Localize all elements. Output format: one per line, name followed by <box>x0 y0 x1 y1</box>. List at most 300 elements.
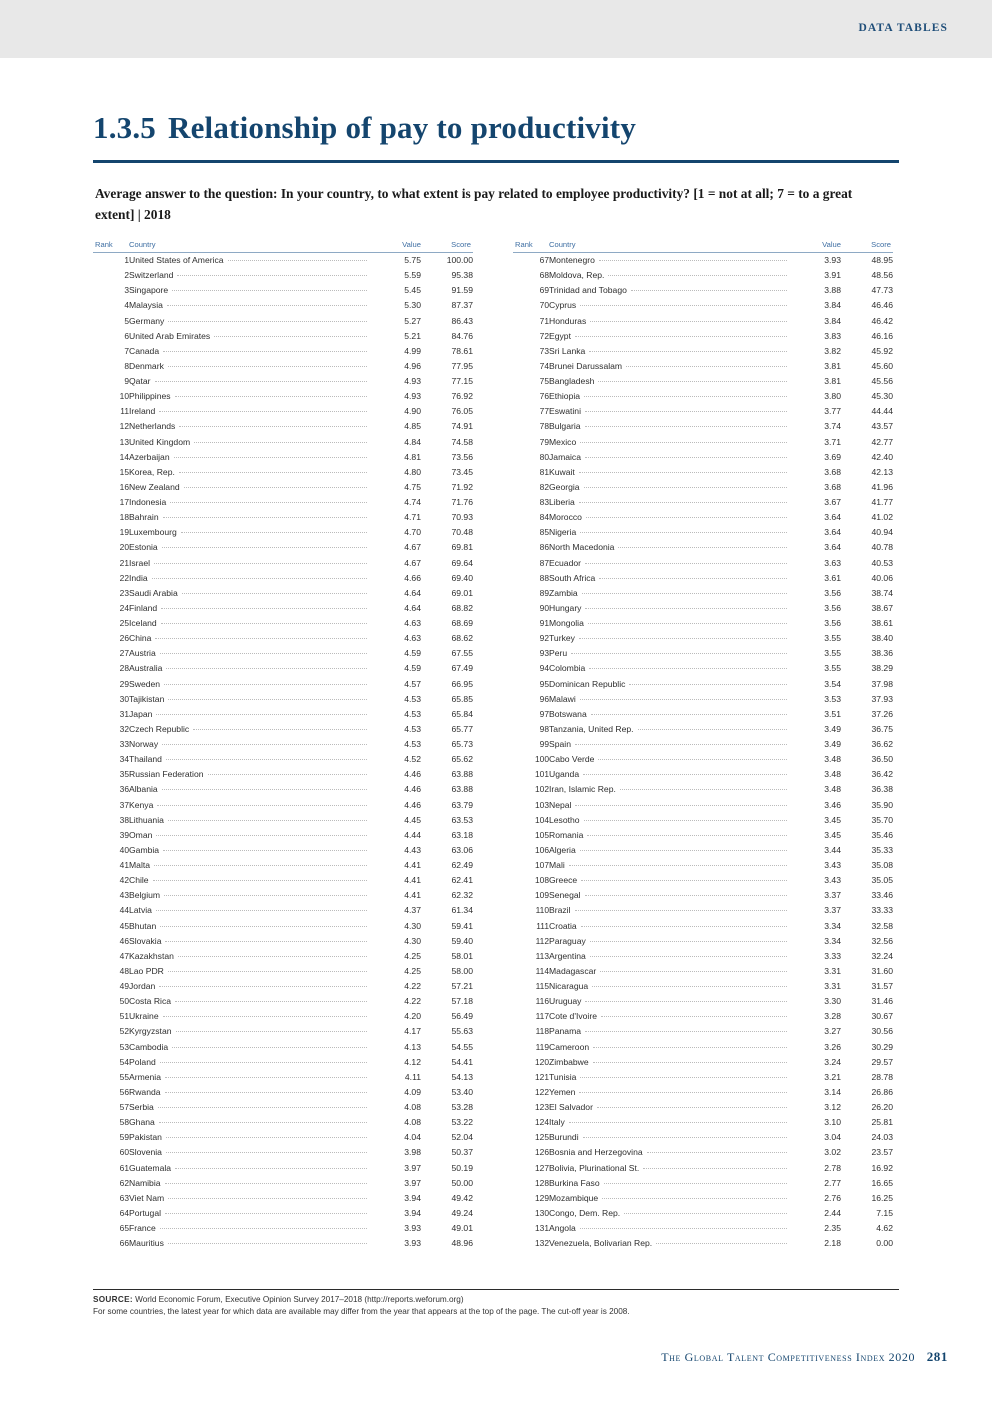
cell-score: 38.36 <box>871 648 893 659</box>
cell-score: 71.92 <box>451 481 473 492</box>
cell-score: 46.16 <box>871 330 893 341</box>
dot-leader <box>154 563 367 564</box>
cell-score: 35.70 <box>871 814 893 825</box>
table-row <box>93 253 473 269</box>
cell-rank: 20 <box>119 542 129 553</box>
country-name: Saudi Arabia <box>129 586 180 601</box>
country-name: Greece <box>549 873 579 888</box>
cell-country <box>129 1055 369 1070</box>
dot-leader <box>571 653 787 654</box>
country-name: Portugal <box>129 1206 163 1221</box>
cell-value: 3.97 <box>404 1177 421 1188</box>
country-name: United Arab Emirates <box>129 329 212 344</box>
cell-score: 54.55 <box>451 1041 473 1052</box>
dot-leader <box>618 547 787 548</box>
cell-rank: 43 <box>119 890 129 901</box>
country-name: Germany <box>129 314 166 329</box>
cell-value: 3.45 <box>824 814 841 825</box>
cell-score: 35.33 <box>871 844 893 855</box>
cell-value: 4.25 <box>404 950 421 961</box>
dot-leader <box>208 774 367 775</box>
country-name: Slovakia <box>129 934 163 949</box>
dot-leader <box>177 275 367 276</box>
table-row <box>513 298 893 313</box>
dot-leader <box>168 366 367 367</box>
cell-rank: 6 <box>124 330 129 341</box>
cell-score: 36.62 <box>871 739 893 749</box>
cell-score: 65.84 <box>451 708 473 719</box>
dot-leader <box>583 1137 787 1138</box>
cell-score: 62.32 <box>451 890 473 901</box>
cell-rank: 69 <box>539 285 549 296</box>
cell-score: 23.57 <box>871 1147 893 1158</box>
cell-country <box>129 798 369 813</box>
country-name: Namibia <box>129 1176 163 1191</box>
cell-score: 28.78 <box>871 1071 893 1082</box>
table-row <box>513 782 893 797</box>
col-header-country: Country <box>129 240 369 253</box>
table-row <box>513 1236 893 1251</box>
cell-score: 32.58 <box>871 920 893 931</box>
cell-country <box>549 843 789 858</box>
cell-rank: 19 <box>119 527 129 538</box>
cell-value: 3.63 <box>824 557 841 568</box>
table-row <box>93 949 473 964</box>
cell-rank: 89 <box>539 587 549 598</box>
cell-country <box>129 495 369 510</box>
country-name: Cameroon <box>549 1040 591 1055</box>
cell-score: 25.81 <box>871 1117 893 1128</box>
cell-score: 44.44 <box>871 406 893 417</box>
cell-country <box>549 359 789 374</box>
dot-leader <box>159 411 367 412</box>
cell-rank: 12 <box>119 421 129 432</box>
cell-score: 91.59 <box>451 285 473 296</box>
cell-rank: 73 <box>539 345 549 356</box>
table-row <box>93 858 473 873</box>
cell-score: 63.53 <box>451 814 473 825</box>
dot-leader <box>588 623 787 624</box>
cell-country <box>129 435 369 450</box>
cell-value: 4.75 <box>404 481 421 492</box>
dot-leader <box>592 986 787 987</box>
cell-value: 4.63 <box>404 633 421 644</box>
section-label: DATA TABLES <box>858 22 948 34</box>
cell-value: 3.48 <box>824 784 841 795</box>
cell-country <box>549 298 789 313</box>
table-row <box>513 752 893 767</box>
cell-value: 4.43 <box>404 844 421 855</box>
cell-country <box>129 707 369 722</box>
cell-rank: 68 <box>539 270 549 281</box>
cell-value: 4.85 <box>404 421 421 432</box>
dot-leader <box>647 1152 787 1153</box>
cell-rank: 86 <box>539 542 549 553</box>
cell-score: 31.46 <box>871 996 893 1007</box>
cell-rank: 111 <box>536 920 549 931</box>
dot-leader <box>580 699 787 700</box>
dot-leader <box>153 880 367 881</box>
cell-score: 36.50 <box>871 754 893 765</box>
country-name: Burundi <box>549 1130 581 1145</box>
dot-leader <box>214 336 367 337</box>
table-row <box>93 677 473 692</box>
country-name: Malawi <box>549 692 578 707</box>
cell-value: 3.45 <box>824 829 841 840</box>
source-label: SOURCE: <box>93 1295 133 1304</box>
cell-value: 4.64 <box>404 602 421 613</box>
cell-rank: 92 <box>539 633 549 644</box>
country-name: France <box>129 1221 158 1236</box>
table-row <box>513 1024 893 1039</box>
cell-country <box>549 480 789 495</box>
country-name: Bahrain <box>129 510 161 525</box>
title-rule <box>93 160 899 163</box>
cell-score: 63.18 <box>451 829 473 840</box>
cell-rank: 2 <box>124 270 129 281</box>
country-name: Bolivia, Plurinational St. <box>549 1161 641 1176</box>
cell-country <box>549 1176 789 1191</box>
cell-value: 3.97 <box>404 1162 421 1173</box>
cell-rank: 1 <box>124 255 129 265</box>
table-row <box>93 873 473 888</box>
cell-value: 4.84 <box>404 436 421 447</box>
country-name: Uganda <box>549 767 581 782</box>
cell-country <box>129 646 369 661</box>
country-name: Paraguay <box>549 934 588 949</box>
cell-rank: 65 <box>119 1223 129 1233</box>
dot-leader <box>179 426 367 427</box>
table-row <box>93 601 473 616</box>
cell-country <box>129 722 369 737</box>
cell-rank: 33 <box>119 739 129 749</box>
dot-leader <box>163 517 367 518</box>
cell-score: 38.29 <box>871 663 893 674</box>
cell-value: 4.53 <box>404 693 421 704</box>
country-name: Cabo Verde <box>549 752 596 767</box>
cell-score: 95.38 <box>451 270 473 281</box>
cell-value: 4.30 <box>404 920 421 931</box>
table-row <box>93 1070 473 1085</box>
cell-score: 38.40 <box>871 633 893 644</box>
cell-country <box>549 616 789 631</box>
cell-rank: 129 <box>535 1192 549 1203</box>
dot-leader <box>590 941 787 942</box>
country-name: Japan <box>129 707 154 722</box>
country-name: Brunei Darussalam <box>549 359 624 374</box>
cell-score: 77.95 <box>451 360 473 371</box>
cell-score: 30.29 <box>871 1041 893 1052</box>
dot-leader <box>575 910 788 911</box>
table-row <box>513 586 893 601</box>
source-text: World Economic Forum, Executive Opinion Survey 2017–2018 (http://reports.weforum.org) <box>135 1295 464 1304</box>
cell-rank: 93 <box>539 648 549 659</box>
table-row <box>513 510 893 525</box>
dot-leader <box>585 1001 787 1002</box>
country-name: Madagascar <box>549 964 598 979</box>
dot-leader <box>590 956 787 957</box>
cell-country <box>129 1009 369 1024</box>
cell-country <box>549 1055 789 1070</box>
dot-leader <box>172 1047 367 1048</box>
cell-country <box>549 949 789 964</box>
table-row <box>93 586 473 601</box>
cell-score: 42.40 <box>871 451 893 462</box>
cell-value: 4.74 <box>404 497 421 507</box>
dot-leader <box>656 1243 787 1244</box>
cell-value: 3.12 <box>824 1102 841 1112</box>
dot-leader <box>168 699 367 700</box>
table-row <box>93 283 473 298</box>
cell-rank: 13 <box>119 436 129 447</box>
cell-score: 74.58 <box>451 436 473 447</box>
table-row <box>93 1161 473 1176</box>
cell-country <box>129 540 369 555</box>
dot-leader <box>156 835 367 836</box>
table-row <box>93 631 473 646</box>
table-row <box>93 298 473 313</box>
cell-value: 3.71 <box>824 436 841 447</box>
dot-leader <box>580 532 787 533</box>
cell-country <box>129 344 369 359</box>
cell-country <box>129 979 369 994</box>
cell-country <box>549 495 789 510</box>
cell-value: 4.11 <box>404 1071 421 1082</box>
cell-score: 41.02 <box>871 512 893 523</box>
dot-leader <box>159 1122 367 1123</box>
cell-value: 4.22 <box>404 981 421 991</box>
dot-leader <box>168 1243 367 1244</box>
table-row <box>93 1100 473 1115</box>
cell-score: 38.74 <box>871 587 893 598</box>
cell-value: 4.17 <box>404 1026 421 1037</box>
table-row <box>93 919 473 934</box>
table-row <box>93 510 473 525</box>
cell-value: 4.37 <box>404 905 421 916</box>
table-row <box>513 419 893 434</box>
cell-country <box>549 828 789 843</box>
country-name: Romania <box>549 828 585 843</box>
cell-country <box>129 1115 369 1130</box>
country-name: Panama <box>549 1024 583 1039</box>
dot-leader <box>228 260 367 261</box>
table-row <box>93 1024 473 1039</box>
cell-score: 36.38 <box>871 784 893 795</box>
cell-score: 33.46 <box>871 890 893 901</box>
table-row <box>513 722 893 737</box>
dot-leader <box>580 305 787 306</box>
country-name: Malta <box>129 858 152 873</box>
cell-country <box>129 1221 369 1236</box>
cell-country <box>549 419 789 434</box>
dot-leader <box>581 880 787 881</box>
country-name: Georgia <box>549 480 582 495</box>
cell-rank: 119 <box>535 1041 549 1052</box>
cell-rank: 67 <box>539 255 549 265</box>
table-row <box>93 389 473 404</box>
cell-country <box>549 888 789 903</box>
cell-rank: 90 <box>539 602 549 613</box>
cell-value: 4.80 <box>404 466 421 477</box>
country-name: Ghana <box>129 1115 157 1130</box>
cell-score: 33.33 <box>871 905 893 916</box>
cell-rank: 31 <box>119 708 129 719</box>
cell-score: 63.06 <box>451 844 473 855</box>
cell-rank: 54 <box>119 1056 129 1067</box>
country-name: Ethiopia <box>549 389 582 404</box>
country-name: Bhutan <box>129 919 158 934</box>
dot-leader <box>167 305 367 306</box>
table-row <box>93 1206 473 1221</box>
cell-value: 4.12 <box>404 1056 421 1067</box>
col-header-score: Score <box>841 240 893 253</box>
table-row <box>513 450 893 465</box>
cell-country <box>549 586 789 601</box>
cell-country <box>129 314 369 329</box>
cell-rank: 53 <box>119 1041 129 1052</box>
table-row <box>513 1176 893 1191</box>
cell-rank: 27 <box>119 648 129 659</box>
cell-country <box>129 1024 369 1039</box>
cell-value: 4.90 <box>404 406 421 417</box>
cell-rank: 56 <box>119 1086 129 1097</box>
table-row <box>93 934 473 949</box>
cell-rank: 70 <box>539 300 549 311</box>
cell-score: 42.13 <box>871 466 893 477</box>
col-header-rank: Rank <box>93 240 129 253</box>
cell-country <box>549 374 789 389</box>
cell-score: 56.49 <box>451 1011 473 1022</box>
dot-leader <box>579 472 787 473</box>
table-row <box>93 525 473 540</box>
cell-rank: 97 <box>539 708 549 719</box>
dot-leader <box>580 442 787 443</box>
cell-country <box>549 1085 789 1100</box>
cell-rank: 52 <box>119 1026 129 1037</box>
dot-leader <box>631 290 787 291</box>
table-row <box>513 525 893 540</box>
col-header-score: Score <box>421 240 473 253</box>
table-row <box>513 556 893 571</box>
country-name: Uruguay <box>549 994 583 1009</box>
cell-score: 31.60 <box>871 965 893 976</box>
country-name: Guatemala <box>129 1161 173 1176</box>
col-header-rank: Rank <box>513 240 549 253</box>
cell-rank: 113 <box>535 950 549 961</box>
country-name: Mongolia <box>549 616 586 631</box>
cell-value: 4.53 <box>404 723 421 734</box>
cell-rank: 49 <box>119 981 129 991</box>
table-row <box>93 359 473 374</box>
country-name: Moldova, Rep. <box>549 268 606 283</box>
country-name: Zambia <box>549 586 580 601</box>
cell-country <box>129 934 369 949</box>
cell-value: 4.67 <box>404 557 421 568</box>
country-name: Mozambique <box>549 1191 600 1206</box>
cell-country <box>549 813 789 828</box>
country-name: Nicaragua <box>549 979 590 994</box>
cell-country <box>549 752 789 767</box>
table-row <box>513 1145 893 1160</box>
dot-leader <box>620 789 787 790</box>
cell-country <box>129 677 369 692</box>
cell-rank: 5 <box>124 315 129 326</box>
country-name: Tanzania, United Rep. <box>549 722 636 737</box>
cell-score: 53.28 <box>451 1102 473 1112</box>
dot-leader <box>626 366 787 367</box>
cell-country <box>129 1040 369 1055</box>
cell-rank: 29 <box>119 678 129 689</box>
table-row <box>93 1009 473 1024</box>
cell-value: 3.80 <box>824 391 841 402</box>
table-row <box>513 1161 893 1176</box>
cell-country <box>549 631 789 646</box>
dot-leader <box>579 638 787 639</box>
table-row <box>93 661 473 676</box>
dot-leader <box>598 381 787 382</box>
table-row <box>93 692 473 707</box>
cell-score: 37.26 <box>871 708 893 719</box>
dot-leader <box>168 971 367 972</box>
cell-country <box>129 903 369 918</box>
country-name: Jordan <box>129 979 157 994</box>
cell-score: 49.01 <box>451 1223 473 1233</box>
cell-score: 47.73 <box>871 285 893 296</box>
table-row <box>93 979 473 994</box>
dot-leader <box>624 1213 787 1214</box>
country-name: Iceland <box>129 616 159 631</box>
cell-value: 3.37 <box>824 890 841 901</box>
cell-value: 4.08 <box>404 1102 421 1112</box>
cell-rank: 123 <box>535 1102 549 1112</box>
cell-value: 3.98 <box>404 1147 421 1158</box>
cell-score: 48.96 <box>451 1238 473 1249</box>
cell-value: 4.41 <box>404 875 421 886</box>
cell-country <box>129 616 369 631</box>
cell-country <box>129 283 369 298</box>
footer-page-number: 281 <box>926 1349 948 1364</box>
cell-score: 61.34 <box>451 905 473 916</box>
source-line-2: For some countries, the latest year for which data are available may differ from the year that appears at the top of the page. The cut-off year is 2008. <box>93 1307 630 1316</box>
cell-value: 2.77 <box>824 1177 841 1188</box>
cell-value: 4.46 <box>404 799 421 810</box>
cell-rank: 44 <box>119 905 129 916</box>
dot-leader <box>593 1047 787 1048</box>
column-left <box>93 240 473 1251</box>
cell-country <box>129 828 369 843</box>
cell-rank: 76 <box>539 391 549 402</box>
cell-value: 4.30 <box>404 935 421 946</box>
cell-value: 4.20 <box>404 1011 421 1022</box>
dot-leader <box>168 1198 367 1199</box>
cell-value: 3.55 <box>824 648 841 659</box>
table-row <box>513 707 893 722</box>
cell-score: 29.57 <box>871 1056 893 1067</box>
cell-score: 46.46 <box>871 300 893 311</box>
cell-rank: 105 <box>535 829 549 840</box>
cell-score: 40.78 <box>871 542 893 553</box>
cell-score: 16.92 <box>871 1162 893 1173</box>
cell-value: 3.83 <box>824 330 841 341</box>
cell-value: 2.44 <box>824 1207 841 1218</box>
country-name: Burkina Faso <box>549 1176 602 1191</box>
cell-rank: 106 <box>535 844 549 855</box>
country-name: Congo, Dem. Rep. <box>549 1206 622 1221</box>
table-row <box>513 798 893 813</box>
cell-value: 3.48 <box>824 769 841 780</box>
cell-rank: 101 <box>535 769 549 780</box>
cell-rank: 3 <box>124 285 129 296</box>
